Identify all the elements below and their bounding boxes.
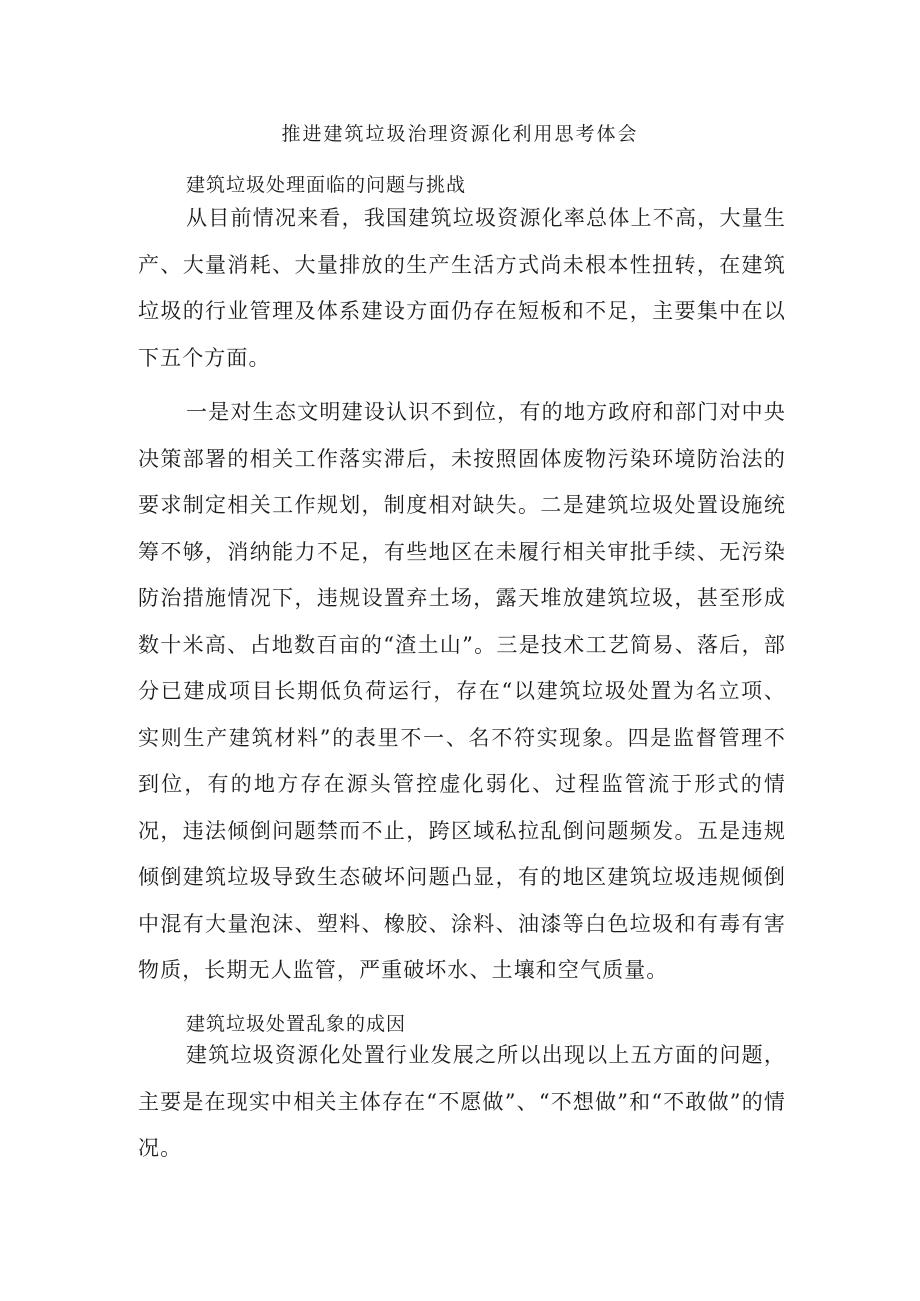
paragraph-causes: 建筑垃圾资源化处置行业发展之所以出现以上五方面的问题，主要是在现实中相关主体存在“不愿做”、“不想做”和“不敢做”的情况。 <box>138 1043 786 1160</box>
document-title: 推进建筑垃圾治理资源化利用思考体会 <box>281 123 639 145</box>
section-heading-causes: 建筑垃圾处置乱象的成因 <box>186 1013 407 1035</box>
paragraph-overview: 从目前情况来看，我国建筑垃圾资源化率总体上不高，大量生产、大量消耗、大量排放的生产生活方式尚未根本性扭转，在建筑垃圾的行业管理及体系建设方面仍存在短板和不足，主要集中在以下五个方面。 <box>138 206 786 370</box>
paragraph-five-problems: 一是对生态文明建设认识不到位，有的地方政府和部门对中央决策部署的相关工作落实滞后，未按照固体废物污染环境防治法的要求制定相关工作规划，制度相对缺失。二是建筑垃圾处置设施统筹不够，消纳能力不足，有些地区在未履行相关审批手续、无污染防治措施情况下，违规设置弃土场，露天堆放建筑垃圾，甚至形成数十米高、占地数百亩的“渣土山”。三是技术工艺简易、落后，部分已建成项目长期低负荷运行，存在“以建筑垃圾处置为名立项、实则生产建筑材料”的表里不一、名不符实现象。四是监督管理不到位，有的地方存在源头管控虚化弱化、过程监管流于形式的情况，违法倾倒问题禁而不止，跨区域私拉乱倒问题频发。五是违规倾倒建筑垃圾导致生态破坏问题凸显，有的地区建筑垃圾违规倾倒中混有大量泡沫、塑料、橡胶、涂料、油漆等白色垃圾和有毒有害物质，长期无人监管，严重破坏水、土壤和空气质量。 <box>138 400 786 982</box>
section-heading-problems: 建筑垃圾处理面临的问题与挑战 <box>186 174 467 196</box>
